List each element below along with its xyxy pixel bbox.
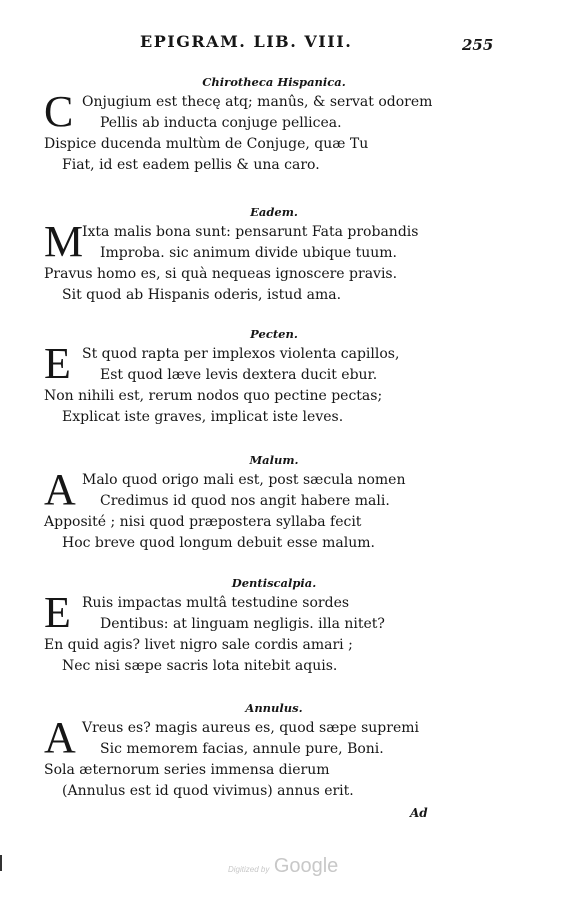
verse-line: St quod rapta per implexos violenta capillos, xyxy=(82,346,400,362)
epigram-verses xyxy=(44,713,444,802)
running-head: EPIGRAM. LIB. VIII. xyxy=(140,32,353,51)
verse-line: Hoc breve quod longum debuit esse malum. xyxy=(62,535,375,551)
drop-cap-initial: A xyxy=(44,713,76,762)
verse-line: Apposité ; nisi quod præpostera syllaba fecit xyxy=(44,514,362,530)
epigram-verses xyxy=(44,588,444,677)
verse-line: Ruis impactas multâ testudine sordes xyxy=(82,595,350,611)
digitization-watermark xyxy=(228,855,338,878)
verse-line: Pellis ab inducta conjuge pellicea. xyxy=(100,115,342,131)
epigram-chirotheca xyxy=(44,74,444,176)
epigram-annulus xyxy=(44,700,444,802)
epigram-verses xyxy=(44,465,444,554)
watermark-small-text: Digitized by xyxy=(228,865,270,874)
verse-line: Vreus es? magis aureus es, quod sæpe supremi xyxy=(82,720,419,736)
verse-line: (Annulus est id quod vivimus) annus erit. xyxy=(62,783,354,799)
epigram-verses xyxy=(44,217,444,306)
verse-line: Fiat, id est eadem pellis & una caro. xyxy=(62,157,320,173)
verse-line: Dispice ducenda multùm de Conjuge, quæ Tu xyxy=(44,136,369,152)
verse-line: Improba. sic animum divide ubique tuum. xyxy=(100,245,397,261)
epigram-verses xyxy=(44,339,444,428)
watermark-logo-text: Google xyxy=(273,855,339,877)
verse-line: Sic memorem facias, annule pure, Boni. xyxy=(100,741,384,757)
epigram-title: Malum. xyxy=(249,453,299,467)
epigram-title: Chirotheca Hispanica. xyxy=(202,75,346,89)
verse-line: Ixta malis bona sunt: pensarunt Fata probandis xyxy=(82,224,419,240)
verse-line: Pravus homo es, si quà nequeas ignoscere pravis. xyxy=(44,266,398,282)
drop-cap-initial: M xyxy=(44,217,84,266)
verse-line: Non nihili est, rerum nodos quo pectine pectas; xyxy=(44,388,383,404)
verse-line: Malo quod origo mali est, post sæcula nomen xyxy=(82,472,406,488)
verse-line: En quid agis? livet nigro sale cordis amari ; xyxy=(44,637,353,653)
drop-cap-initial: E xyxy=(44,588,71,637)
page-number: 255 xyxy=(462,36,494,54)
drop-cap-initial: A xyxy=(44,465,76,514)
verse-line: Credimus id quod nos angit habere mali. xyxy=(100,493,390,509)
epigram-pecten xyxy=(44,326,444,428)
verse-line: Explicat iste graves, implicat iste leves. xyxy=(62,409,344,425)
epigram-title: Eadem. xyxy=(250,205,298,219)
verse-line: Onjugium est thecę atq; manûs, & servat odorem xyxy=(82,94,433,110)
drop-cap-initial: C xyxy=(44,87,74,136)
epigram-title: Dentiscalpia. xyxy=(231,576,317,590)
epigram-malum xyxy=(44,452,444,554)
catchword: Ad xyxy=(410,806,428,820)
verse-line: Nec nisi sæpe sacris lota nitebit aquis. xyxy=(62,658,338,674)
verse-line: Sit quod ab Hispanis oderis, istud ama. xyxy=(62,287,342,303)
scan-edge-mark xyxy=(0,855,2,871)
drop-cap-initial: E xyxy=(44,339,71,388)
verse-line: Est quod læve levis dextera ducit ebur. xyxy=(100,367,378,383)
epigram-title: Annulus. xyxy=(245,701,303,715)
epigram-dentiscalpia xyxy=(44,575,444,677)
verse-line: Sola æternorum series immensa dierum xyxy=(44,762,330,778)
verse-line: Dentibus: at linguam negligis. illa nitet? xyxy=(100,616,385,632)
epigram-verses xyxy=(44,87,444,176)
epigram-title: Pecten. xyxy=(250,327,298,341)
epigram-eadem xyxy=(44,204,444,306)
